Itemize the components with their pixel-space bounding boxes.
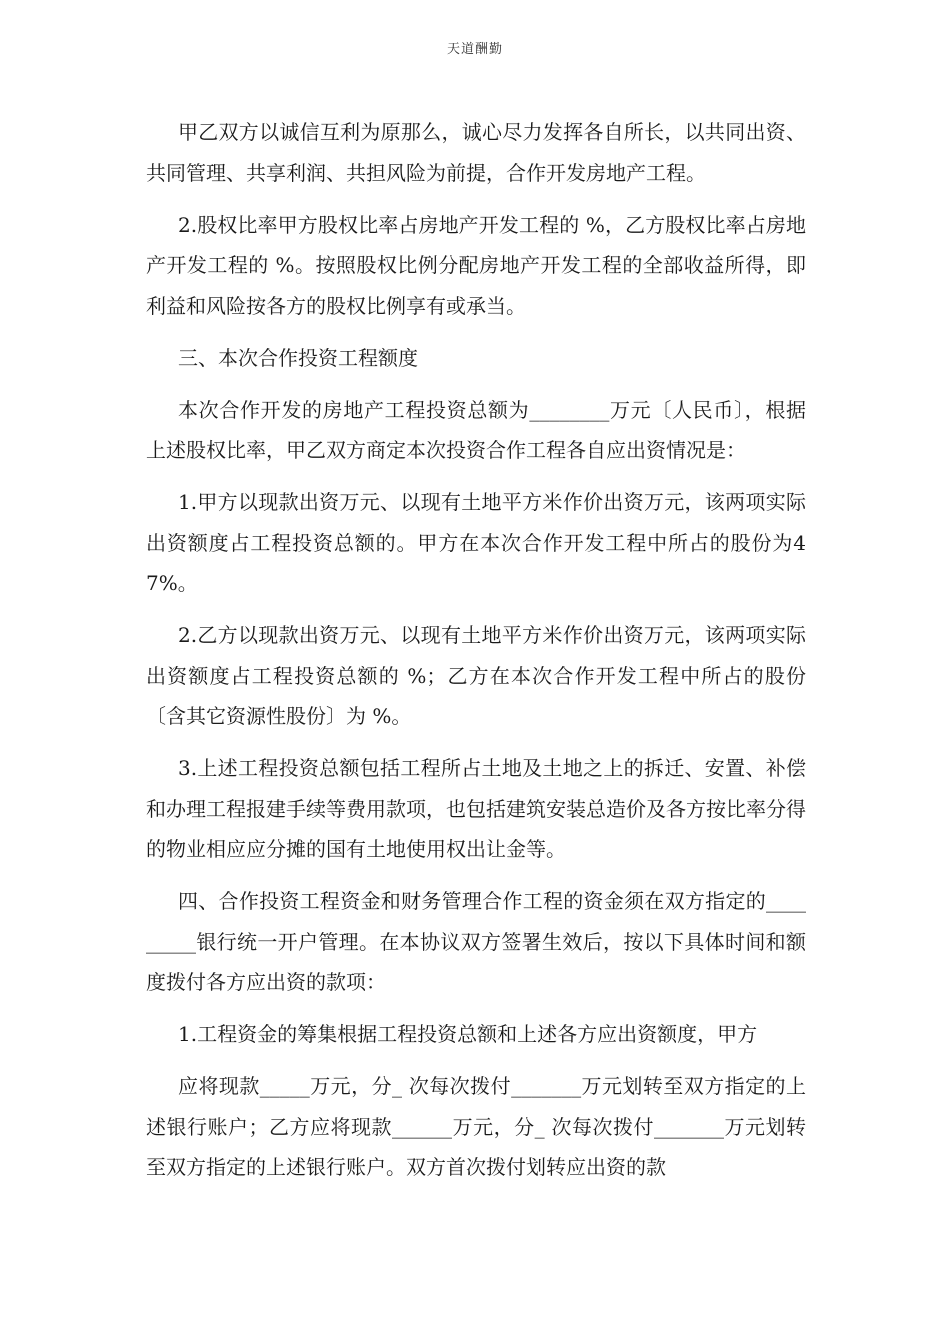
paragraph: 3.上述工程投资总额包括工程所占土地及土地之上的拆迁、安置、补偿和办理工程报建手续等费用款项，也包括建筑安装总造价及各方按比率分得的物业相应应分摊的国有土地使用权出让金等。 xyxy=(146,756,806,861)
page-header: 天道酬勤 xyxy=(446,42,503,57)
paragraph: 2.股权比率甲方股权比率占房地产开发工程的 %，乙方股权比率占房地产开发工程的 %。按照股权比例分配房地产开发工程的全部收益所得，即利益和风险按各方的股权比例享有或承当。 xyxy=(146,212,806,318)
section-heading: 四、合作投资工程资金和财务管理合作工程的资金须在双方指定的_________银行统一开户管理。在本协议双方签署生效后，按以下具体时间和额度拨付各方应出资的款项： xyxy=(146,889,806,994)
paragraph: 1.工程资金的筹集根据工程投资总额和上述各方应出资额度，甲方 xyxy=(178,1022,758,1046)
section-heading: 三、本次合作投资工程额度 xyxy=(178,345,418,370)
paragraph: 1.甲方以现款出资万元、以现有土地平方米作价出资万元，该两项实际出资额度占工程投资总额的。甲方在本次合作开发工程中所占的股份为47%。 xyxy=(146,490,806,595)
paragraph: 甲乙双方以诚信互利为原那么，诚心尽力发挥各自所长，以共同出资、共同管理、共享利润、共担风险为前提，合作开发房地产工程。 xyxy=(146,120,806,185)
paragraph: 本次合作开发的房地产工程投资总额为________万元〔人民币〕，根据上述股权比率，甲乙双方商定本次投资合作工程各自应出资情况是： xyxy=(146,397,806,462)
paragraph: 应将现款_____万元，分_ 次每次拨付_______万元划转至双方指定的上述银行账户；乙方应将现款______万元，分_ 次每次拨付_______万元划转至双方指定的上述银行账户。双方首次拨付划转应出资的款 xyxy=(146,1074,806,1179)
document-body xyxy=(146,112,806,1199)
paragraph: 2.乙方以现款出资万元、以现有土地平方米作价出资万元，该两项实际出资额度占工程投资总额的 %；乙方在本次合作开发工程中所占的股份〔含其它资源性股份〕为 %。 xyxy=(146,623,806,728)
